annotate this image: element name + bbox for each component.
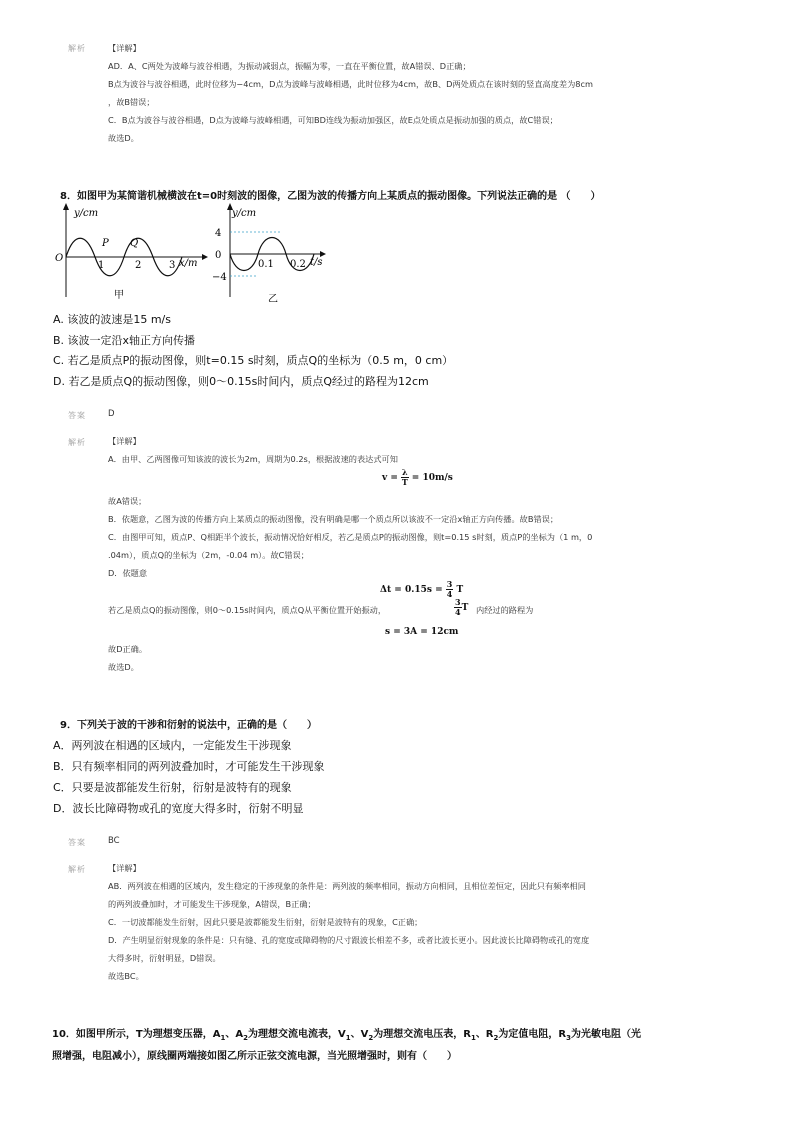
- frac-num: λ: [402, 467, 408, 477]
- q8-formula-dt-lhs: Δt = 0.15s =: [380, 585, 443, 595]
- q10-title-line-2: 照增强，电阻减小），原线圈两端接如图乙所示正弦交流电源，当光照增强时，则有（ ）: [52, 1051, 457, 1062]
- q8-fig-a-tick-2: 2: [135, 260, 142, 271]
- q8-formula-path: s = 3A = 12cm: [385, 627, 459, 637]
- q10-sub: 1: [470, 1034, 476, 1042]
- q9-line-1: AB．两列波在相遇的区域内，发生稳定的干涉现象的条件是：两列波的频率相同，振动方向相同，且相位差恒定，因此只有频率相同: [108, 881, 586, 891]
- q8-line-10: 故选D。: [108, 662, 139, 672]
- frac-den: 4: [446, 589, 453, 599]
- q8-formula-velocity-frac: [401, 468, 409, 487]
- q10-sub: 2: [493, 1034, 499, 1042]
- analysis-label: 解析: [68, 44, 86, 53]
- q10-sub: 2: [243, 1034, 248, 1042]
- q9-line-5: 大得多时，衍射明显，D错误。: [108, 953, 221, 963]
- q8-formula-velocity-rhs: = 10m/s: [411, 473, 453, 483]
- q9-option-b[interactable]: B．只有频率相同的两列波叠加时，才可能发生干涉现象: [53, 760, 325, 773]
- q9-answer-value: BC: [108, 836, 120, 846]
- q9-detail-label: 【详解】: [108, 863, 141, 873]
- q8-line-2: 故A错误；: [108, 496, 147, 506]
- q9-title: 9．下列关于波的干涉和衍射的说法中，正确的是（ ）: [60, 720, 317, 731]
- q8-answer-label: 答案: [68, 411, 86, 420]
- q8-formula-inline: [454, 598, 468, 617]
- q10-title-part: 为定值电阻，R: [498, 1029, 567, 1040]
- q9-option-a[interactable]: A．两列波在相遇的区域内，一定能发生干涉现象: [53, 739, 292, 752]
- q8-fig-a-ylabel: y/cm: [74, 208, 99, 219]
- q8-fig-b-xtick-01: 0.1: [258, 259, 274, 270]
- q9-line-4: D．产生明显衍射现象的条件是：只有缝、孔的宽度或障碍物的尺寸跟波长相差不多，或者比波长更小。因此波长比障碍物或孔的宽度: [108, 935, 590, 945]
- q8-formula-dt-rhs: T: [456, 585, 464, 595]
- q9-option-d[interactable]: D．波长比障碍物或孔的宽度大得多时，衍射不明显: [53, 802, 304, 815]
- q8-detail-label: 【详解】: [108, 436, 141, 446]
- frac-num: 3: [446, 579, 453, 589]
- prev-line-2: B点为波谷与波谷相遇，此时位移为−4cm，D点为波峰与波峰相遇，此时位移为4cm，故B、D两处质点在该时刻的竖直高度差为8cm: [108, 79, 593, 89]
- q8-formula-inline-frac: [454, 598, 462, 617]
- q8-fig-b-xtick-02: 0.2: [290, 259, 306, 270]
- detail-label: 【详解】: [108, 43, 141, 53]
- q8-line-9: 故D正确。: [108, 644, 148, 654]
- frac-den: 4: [455, 607, 461, 617]
- q10-sub: 3: [566, 1034, 571, 1042]
- q8-option-a[interactable]: A. 该波的波速是15 m/s: [53, 313, 171, 326]
- q10-title-part: 、R: [475, 1029, 494, 1040]
- q8-line-8: 内经过的路程为: [476, 605, 534, 615]
- q8-fig-b-ytick-0: 0: [215, 250, 222, 261]
- q9-line-2: 的两列波叠加时，才可能发生干涉现象，A错误，B正确；: [108, 899, 316, 909]
- q8-line-4: C．由图甲可知，质点P、Q相距半个波长，振动情况恰好相反，若乙是质点P的振动图像，则t=0.15 s时刻，质点P的坐标为（1 m，0: [108, 532, 593, 542]
- q9-analysis-label: 解析: [68, 865, 86, 874]
- q8-figure-a: [52, 202, 212, 302]
- q10-title-part: 、V: [350, 1029, 369, 1040]
- q10-sub: 1: [220, 1034, 226, 1042]
- q8-line-5: .04m），质点Q的坐标为（2m，-0.04 m）。故C错误；: [108, 550, 309, 560]
- q8-line-6: D．依题意: [108, 568, 148, 578]
- q8-option-c[interactable]: C. 若乙是质点P的振动图像，则t=0.15 s时刻，质点Q的坐标为（0.5 m，0 cm）: [53, 354, 454, 367]
- prev-line-3: ，故B错误；: [108, 97, 155, 107]
- q8-formula-velocity: [382, 468, 453, 487]
- q8-line-1: A．由甲、乙两图像可知该波的波长为2m，周期为0.2s，根据波速的表达式可知: [108, 454, 398, 464]
- q8-point-p: P: [102, 238, 109, 249]
- q10-title-line-1: [52, 1025, 641, 1042]
- q9-line-6: 故选BC。: [108, 971, 144, 981]
- q8-fig-b-ylabel: y/cm: [232, 208, 257, 219]
- q8-option-b[interactable]: B. 该波一定沿x轴正方向传播: [53, 334, 196, 347]
- q8-line-3: B．依题意，乙图为波的传播方向上某质点的振动图像，没有明确是哪一个质点所以该波不一定沿x轴正方向传播。故B错误；: [108, 514, 559, 524]
- q8-fig-b-xlabel: t/s: [310, 257, 323, 268]
- q8-point-q: Q: [130, 238, 139, 249]
- prev-line-4: C．B点为波谷与波谷相遇，D点为波峰与波峰相遇，可知BD连线为振动加强区，故E点处质点是振动加强的质点，故C错误；: [108, 115, 558, 125]
- q8-formula-velocity-lhs: v =: [382, 473, 398, 483]
- q10-title-part: 为理想交流电流表，V: [247, 1029, 346, 1040]
- q8-analysis-label: 解析: [68, 438, 86, 447]
- q8-fig-a-origin: O: [55, 253, 64, 264]
- q10-title-part: 10．如图甲所示，T为理想变压器，A: [52, 1029, 221, 1040]
- q10-title-part: 为理想交流电压表，R: [373, 1029, 471, 1040]
- q8-answer-value: D: [108, 409, 115, 419]
- q8-formula-inline-rhs: T: [461, 603, 469, 613]
- prev-line-5: 故选D。: [108, 133, 139, 143]
- q9-option-c[interactable]: C．只要是波都能发生衍射，衍射是波特有的现象: [53, 781, 292, 794]
- q10-sub: 1: [345, 1034, 351, 1042]
- q8-formula-dt-frac: [446, 580, 454, 599]
- q8-figure-b: [210, 202, 330, 302]
- prev-line-1: AD．A、C两处为波峰与波谷相遇，为振动减弱点，振幅为零，一直在平衡位置，故A错误、D正确；: [108, 61, 471, 71]
- q8-fig-b-caption: 乙: [268, 294, 278, 302]
- q8-fig-a-caption: 甲: [114, 290, 124, 301]
- q8-option-d[interactable]: D. 若乙是质点Q的振动图像，则0～0.15s时间内，质点Q经过的路程为12cm: [53, 375, 429, 388]
- q8-fig-b-ytick-4: 4: [215, 228, 222, 239]
- q8-fig-a-tick-3: 3: [169, 260, 176, 271]
- q10-title-part: 、A: [225, 1029, 244, 1040]
- q8-title: 8．如图甲为某简谐机械横波在t=0时刻波的图像，乙图为波的传播方向上某质点的振动图像。下列说法正确的是 （ ）: [60, 191, 601, 202]
- q8-fig-a-tick-1: 1: [98, 260, 105, 271]
- q8-line-7: 若乙是质点Q的振动图像，则0～0.15s时间内，质点Q从平衡位置开始振动，: [108, 605, 387, 615]
- q10-title-part: 为光敏电阻（光: [570, 1029, 641, 1040]
- q10-sub: 2: [368, 1034, 374, 1042]
- frac-den: T: [401, 477, 408, 487]
- frac-num: 3: [455, 597, 461, 607]
- q8-fig-b-ytick-neg4: −4: [212, 272, 227, 283]
- q8-formula-dt: [380, 580, 463, 599]
- q9-line-3: C．一切波都能发生衍射，因此只要是波都能发生衍射，衍射是波特有的现象，C正确；: [108, 917, 423, 927]
- q9-answer-label: 答案: [68, 838, 86, 847]
- q8-fig-a-xlabel: x/m: [179, 258, 198, 269]
